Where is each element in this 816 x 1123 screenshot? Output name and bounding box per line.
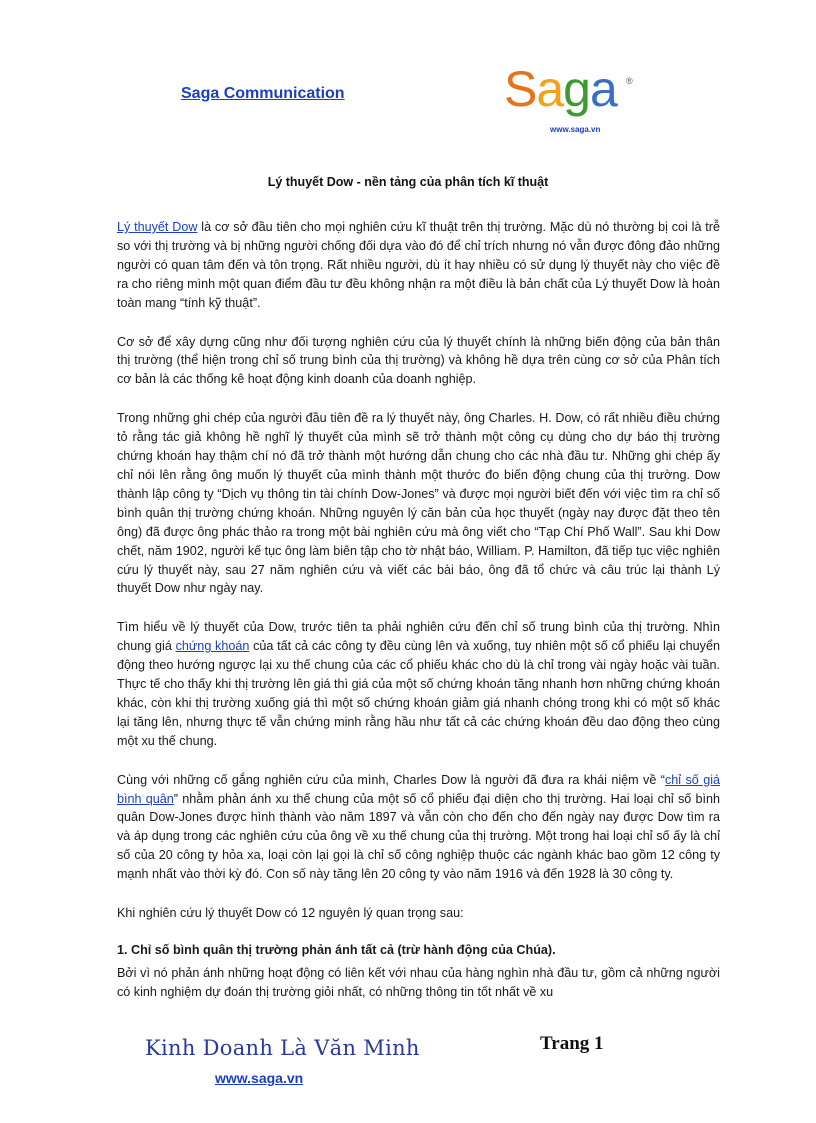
document-body	[117, 218, 720, 1002]
securities-link[interactable]: chứng khoán	[175, 639, 250, 654]
paragraph-7: Bởi vì nó phản ánh những hoạt động có liên kết với nhau của hàng nghìn nhà đầu tư, gồm cả những người có kinh nghiệm dự đoán thị trường giỏi nhất, có những thông tin tốt nhất về xu	[117, 965, 720, 999]
paragraph-6: Khi nghiên cứu lý thuyết Dow có 12 nguyên lý quan trọng sau:	[117, 906, 464, 921]
dow-theory-link[interactable]: Lý thuyết Dow	[117, 220, 198, 234]
paragraph-2: Cơ sở để xây dựng cũng như đối tượng nghiên cứu của lý thuyết chính là những biến động của bản thân thị trường (thể hiện trong chỉ số trung bình của thị trường) và không hề dựa trên cùng cơ sở của Phân tích cơ bản là các thống kê hoạt động kinh doanh của doanh nghiệp.	[117, 334, 720, 387]
paragraph-4: Tìm hiểu về lý thuyết của Dow, trước tiên ta phải nghiên cứu đến chỉ số trung bình của thị trường. Nhìn chung giá chứng khoán của tất cả các công ty đều cùng lên và xuống, tuy nhiên một số cổ phiếu lại chuyển động theo hướng ngược lại xu thế chung của các cổ phiếu khác cho dù là chỉ trong vài ngày hoặc vài tuần. Thực tế cho thấy khi thị trường lên giá thì giá của một số chứng khoán tăng nhanh hơn những chứng khoán khác, còn khi thị trường xuống giá thì một số chứng khoán giảm giá nhanh chóng trong khi có một số khác lại tăng lên, nhưng thực tế vẫn chứng minh rằng hầu như tất cả các chứng khoán đều dao động theo cùng một xu thế chung.	[117, 620, 720, 748]
footer-website-link[interactable]: www.saga.vn	[215, 1070, 304, 1086]
paragraph-5: Cùng với những cố gắng nghiên cứu của mình, Charles Dow là người đã đưa ra khái niệm về “chỉ số giá bình quân” nhằm phản ánh xu thế chung của một số cổ phiếu đại diện cho thị trường. Hai loại chỉ số bình quân Dow-Jones được hình thành vào năm 1897 và vẫn còn cho đến cho đến ngày nay được Dow tìm ra và áp dụng trong các nghiên cứu của ông về xu thế chung của thị trường. Một trong hai loại chỉ số ấy là chỉ số của 20 công ty hỏa xa, loại còn lại gọi là chỉ số công nghiệp thuộc các ngành khác bao gồm 12 công ty mạnh nhất vào thời kỳ đó. Con số này tăng lên 20 công ty vào năm 1916 và đến 1928 là 30 công ty.	[117, 772, 721, 882]
paragraph-3: Trong những ghi chép của người đầu tiên đề ra lý thuyết này, ông Charles. H. Dow, có rất nhiều điều chứng tỏ rằng tác giả không hề nghĩ lý thuyết của mình sẽ trở thành một công cụ dùng cho dự báo thị trường chứng khoán hay thậm chí nó đã trở thành một hướng dẫn chung cho các nhà đầu tư. Những ghi chép ấy chỉ nói lên rằng ông muốn lý thuyết của mình thành một thước đo biến động chung của thị trường. Dow thành lập công ty “Dịch vụ thông tin tài chính Dow-Jones” và được mọi người biết đến với việc tìm ra chỉ số bình quân thị trường chứng khoán. Những nguyên lý căn bản của học thuyết (ngày nay được đặt theo tên ông) đã được ông phác thảo ra trong một bài nghiên cứu mà ông viết cho “Tạp Chí Phố Wall”. Sau khi Dow chết, năm 1902, người kế tục ông làm biên tập cho tờ nhật báo, William. P. Hamilton, đã tiếp tục việc nghiên cứu lý thuyết này, sau 27 năm nghiên cứu và viết các bài báo, ông đã tổ chức và câu trúc lại thành Lý thuyết Dow như ngày nay.	[117, 411, 720, 596]
paragraph-1: Lý thuyết Dow là cơ sở đầu tiên cho mọi nghiên cứu kĩ thuật trên thị trường. Mặc dù nó thường bị coi là trễ so với thị trường và bị những người chống đối dựa vào đó để chỉ trích nhưng nó vẫn được đông đảo những người có quan tâm đến và tôn trọng. Rất nhiều người, dù ít hay nhiều có sử dụng lý thuyết này cho việc đề ra cho riêng mình một quan điểm đầu tư đều không nhận ra một điều là bản chất của Lý thuyết Dow là hoàn toàn mang “tính kỹ thuật”.	[117, 220, 720, 310]
footer-motto: Kinh Doanh Là Văn Minh	[145, 1036, 420, 1060]
saga-logo	[504, 62, 644, 138]
saga-communication-link[interactable]: Saga Communication	[181, 85, 345, 102]
document-title: Lý thuyết Dow - nền tảng của phân tích kĩ thuật	[267, 175, 549, 189]
saga-logo-wordmark: Saga	[504, 61, 617, 117]
logo-url-text: www.saga.vn	[550, 125, 601, 134]
registered-mark: ®	[626, 76, 633, 86]
average-price-index-link[interactable]: chỉ số giá bình quân	[117, 772, 720, 806]
principle-1-heading: 1. Chỉ số bình quân thị trường phản ánh tất cả (trừ hành động của Chúa).	[117, 943, 556, 957]
page-number: Trang 1	[540, 1033, 604, 1054]
